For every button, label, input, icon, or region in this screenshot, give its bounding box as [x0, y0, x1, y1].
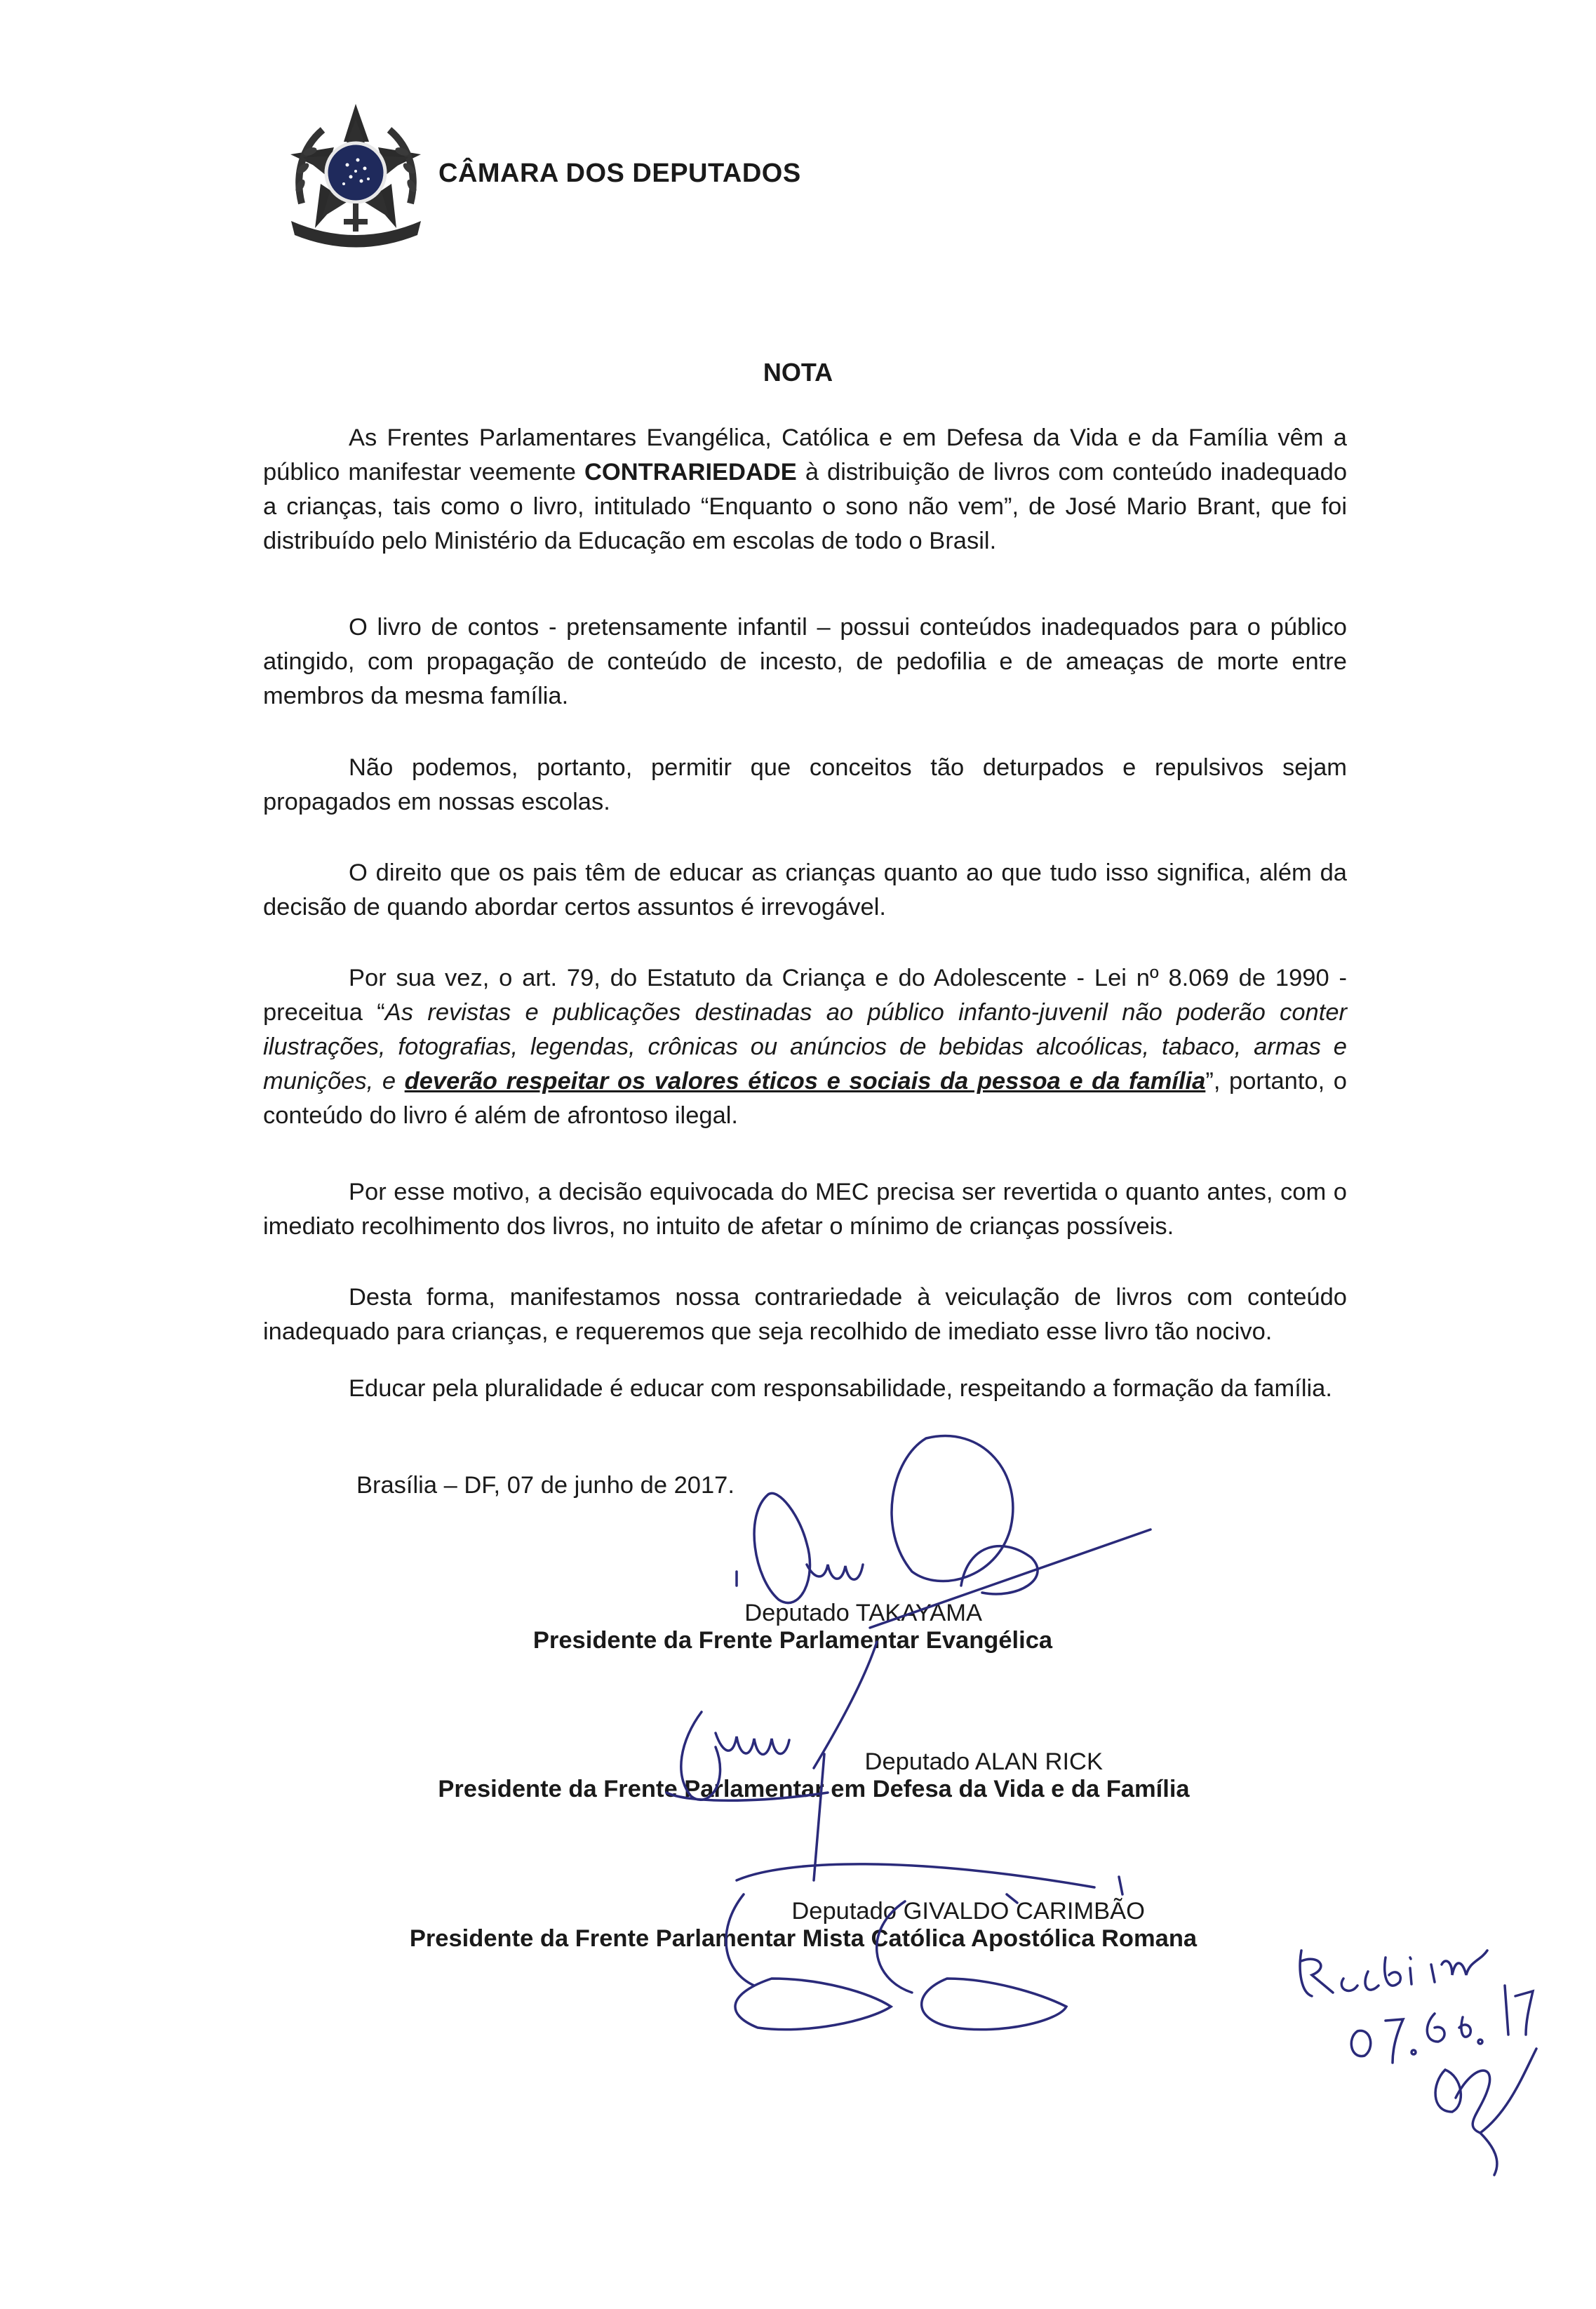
- paragraph-1-text-a: As Frentes Parlamentares Evangélica, Católica e em Defesa da Vida e da Família vêm a público manifestar veemente: [263, 424, 1347, 486]
- paragraph-1-emphasis: CONTRARIEDADE: [584, 459, 797, 486]
- document-title: NOTA: [763, 358, 833, 387]
- paragraph-1-text-c: à distribuição de livros com conteúdo inadequado a crianças, tais como o livro, intitulado “Enquanto o sono não vem”, de José Mario Brant, que foi distribuído pelo Ministério da Educação em escolas de todo o Brasil.: [263, 459, 1348, 554]
- paragraph-5-quote-emphasis: deverão respeitar os valores éticos e sociais da pessoa e da família: [404, 1068, 1206, 1095]
- signatory-name: Deputado ALAN RICK: [864, 1748, 1103, 1775]
- signatory-name: Deputado TAKAYAMA: [744, 1600, 982, 1626]
- paragraph-1: [263, 421, 1347, 558]
- paragraph-7: Desta forma, manifestamos nossa contrariedade à veiculação de livros com conteúdo inadequado para crianças, e requeremos que seja recolhido de imediato esse livro tão nocivo.: [263, 1284, 1347, 1345]
- signatory-role: Presidente da Frente Parlamentar Evangélica: [532, 1627, 1053, 1654]
- signatory-name: Deputado GIVALDO CARIMBÃO: [791, 1898, 1145, 1925]
- paragraph-5-quote: As revistas e publicações destinadas ao público infanto-juvenil não poderão conter ilustrações, fotografias, legendas, crônicas ou anúncios de bebidas alcoólicas, tabaco, armas e munições, e: [263, 999, 1348, 1095]
- paragraph-5: [263, 961, 1347, 1133]
- paragraph-3: Não podemos, portanto, permitir que conceitos tão deturpados e repulsivos sejam propagados em nossas escolas.: [263, 754, 1347, 815]
- paragraph-5-text-d: ”, portanto, o conteúdo do livro é além de afrontoso ilegal.: [263, 1068, 1347, 1129]
- paragraph-6: Por esse motivo, a decisão equivocada do MEC precisa ser revertida o quanto antes, com o imediato recolhimento dos livros, no intuito de afetar o mínimo de crianças possíveis.: [263, 1179, 1347, 1240]
- signature-block-3: [372, 1898, 1235, 1953]
- paragraph-2: O livro de contos - pretensamente infantil – possui conteúdos inadequados para o público atingido, com propagação de conteúdo de incesto, de pedofilia e de ameaças de morte entre membros da mesma família.: [263, 614, 1347, 709]
- signatory-role: Presidente da Frente Parlamentar Mista Católica Apostólica Romana: [409, 1925, 1198, 1952]
- document-date: Brasília – DF, 07 de junho de 2017.: [356, 1472, 735, 1499]
- letterhead: [281, 98, 801, 249]
- signatory-role: Presidente da Frente Parlamentar em Defesa da Vida e da Família: [438, 1776, 1190, 1802]
- organization-name: CÂMARA DOS DEPUTADOS: [438, 159, 801, 188]
- signature-block-1: [512, 1600, 1073, 1654]
- paragraph-4: O direito que os pais têm de educar as crianças quanto ao que tudo isso significa, além da decisão de quando abordar certos assuntos é irrevogável.: [263, 859, 1347, 921]
- paragraph-8: Educar pela pluralidade é educar com responsabilidade, respeitando a formação da família.: [349, 1375, 1332, 1402]
- signature-block-2: [393, 1748, 1235, 1803]
- paragraph-5-text-a: Por sua vez, o art. 79, do Estatuto da Criança e do Adolescente - Lei nº 8.069 de 1990 - preceitua “: [263, 965, 1347, 1026]
- brazil-coat-of-arms-icon: [281, 98, 431, 249]
